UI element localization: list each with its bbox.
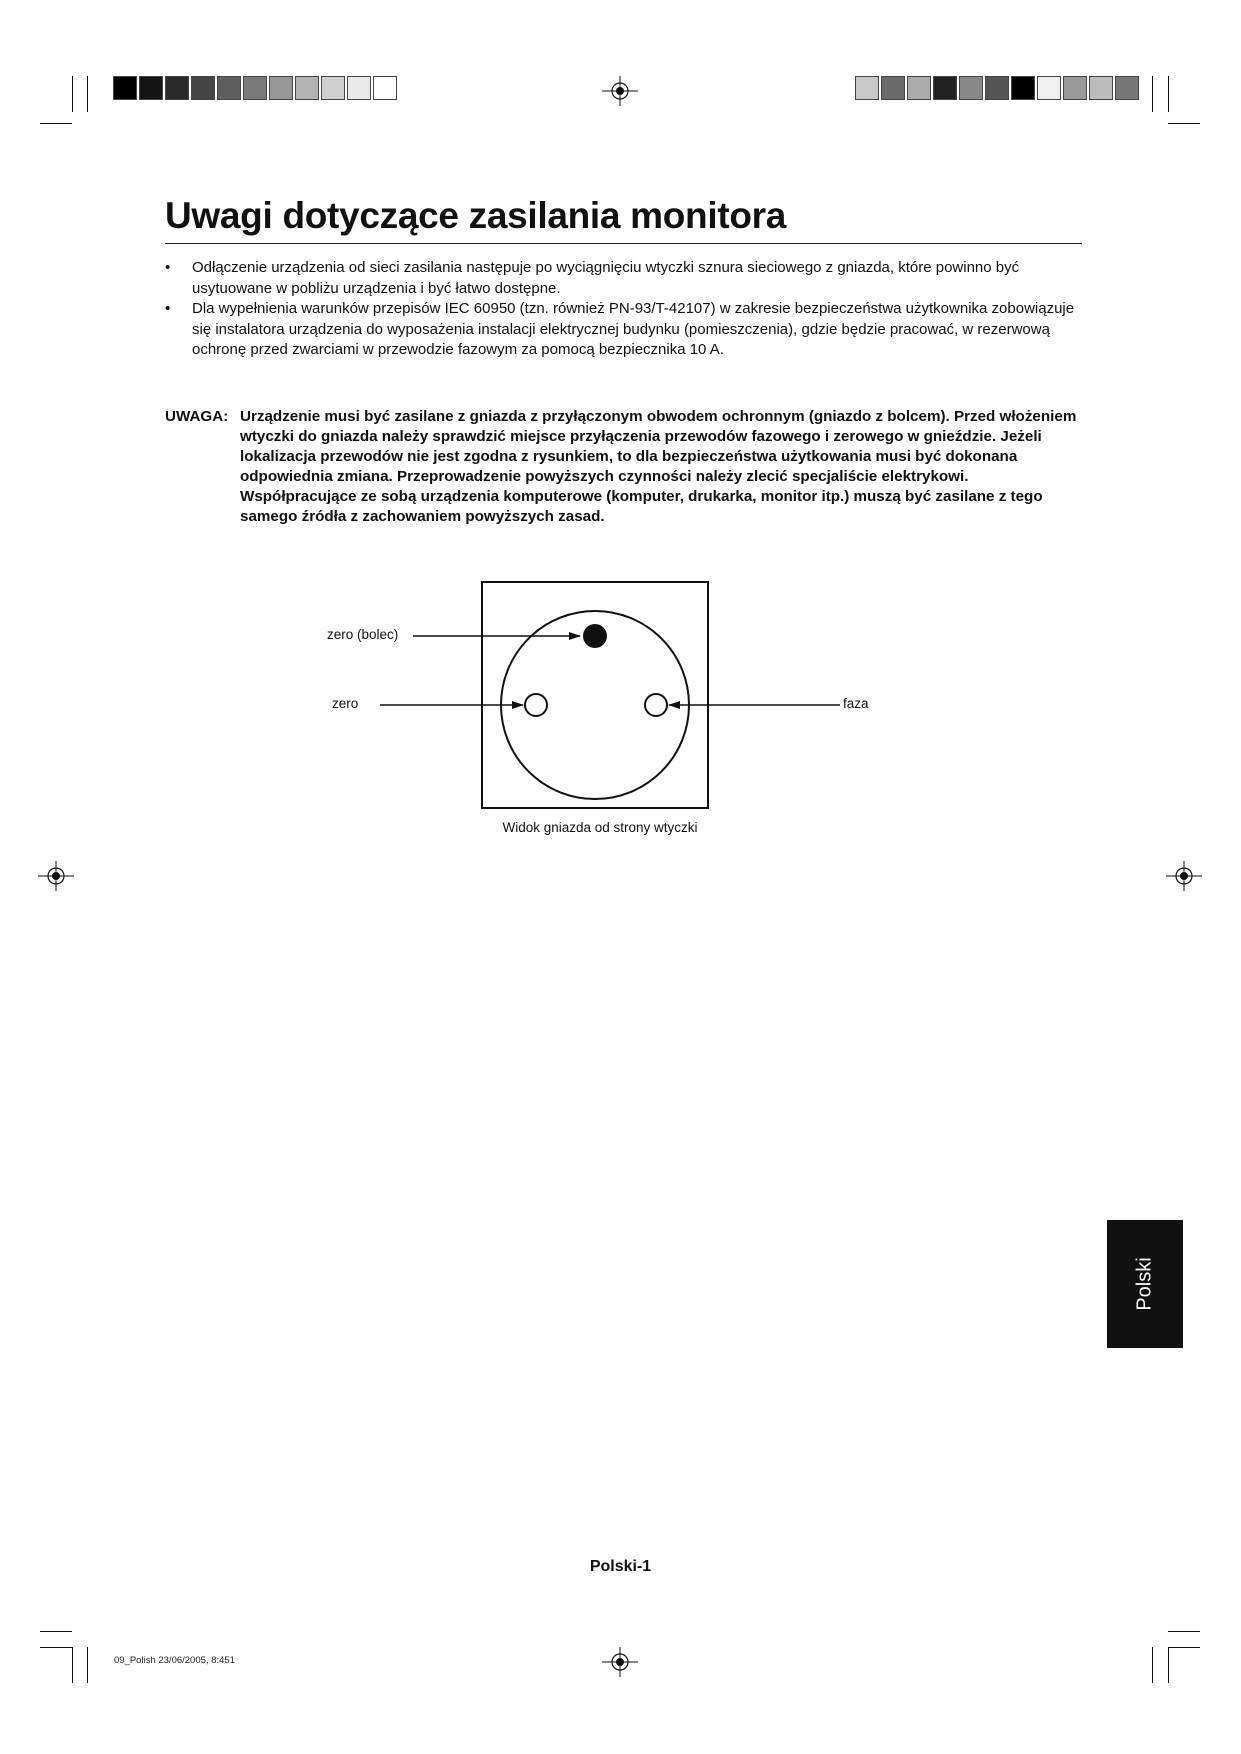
language-tab <box>1107 1220 1183 1348</box>
ground-pin <box>583 624 607 648</box>
crop-mark <box>40 123 72 124</box>
label-zero-bolec: zero (bolec) <box>327 627 399 642</box>
title-divider <box>165 243 1082 244</box>
crop-mark <box>72 1647 73 1683</box>
bullet-text: Dla wypełnienia warunków przepisów IEC 60950 (tzn. również PN-93/T-42107) w zakresie bezpieczeństwa użytkownika zobowiązuje się instalatora urządzenia do wyposażenia instalacji elektrycznej budynku (pomieszczenia), gdzie będzie pracować, w rezerwową ochronę przed zwarciami w przewodzie fazowym za pomocą bezpiecznika 10 A. <box>192 300 1075 358</box>
color-bar-right <box>855 76 1141 100</box>
registration-target-icon <box>602 76 638 106</box>
label-zero: zero <box>332 696 359 711</box>
list-item <box>165 258 1085 299</box>
bullet-list <box>165 258 1085 361</box>
warning-text: Urządzenie musi być zasilane z gniazda z przyłączonym obwodem ochronnym (gniazdo z bolcem). Przed włożeniem wtyczki do gniazda należy sprawdzić miejsce przyłączenia przewodów fazowego i zerowego w gnieździe. Jeżeli lokalizacja przewodów nie jest zgodna z rysunkiem, to dla bezpieczeństwa użytkowania musi być dokonana odpowiednia zmiana. Przeprowadzenie powyższych czynności należy zlecić specjaliście elektrykowi. Współpracujące ze sobą urządzenia komputerowe (komputer, drukarka, monitor itp.) muszą być zasilane z tego samego źródła z zachowaniem powyższych zasad. <box>240 408 1077 525</box>
page-title: Uwagi dotyczące zasilania monitora <box>165 195 787 236</box>
crop-mark <box>1152 1647 1153 1683</box>
crop-mark <box>40 1631 72 1632</box>
page-number: Polski-1 <box>589 1558 652 1575</box>
registration-target-icon <box>38 861 74 891</box>
crop-mark <box>1152 76 1153 112</box>
bullet-text: Odłączenie urządzenia od sieci zasilania następuje po wyciągnięciu wtyczki sznura sieciowego z gniazda, które powinno być usytuowane w pobliżu urządzenia i być łatwo dostępne. <box>192 259 1020 297</box>
crop-mark <box>1168 76 1169 112</box>
crop-mark <box>87 1647 88 1683</box>
list-item <box>165 299 1085 361</box>
bullet-marker: • <box>165 259 171 276</box>
crop-mark <box>1168 1631 1200 1632</box>
diagram-caption: Widok gniazda od strony wtyczki <box>502 820 698 835</box>
zero-hole <box>525 694 547 716</box>
warning-label: UWAGA: <box>165 408 229 425</box>
label-faza: faza <box>843 696 869 711</box>
crop-mark <box>1168 123 1200 124</box>
color-bar-left <box>113 76 399 100</box>
bullet-marker: • <box>165 300 171 317</box>
socket-frame <box>482 582 708 808</box>
phase-hole <box>645 694 667 716</box>
socket-diagram <box>300 580 900 850</box>
registration-target-icon <box>602 1647 638 1677</box>
warning-note <box>165 407 1085 527</box>
registration-target-icon <box>1166 861 1202 891</box>
crop-mark <box>72 76 73 112</box>
socket-drawing <box>300 580 900 850</box>
crop-mark <box>40 1647 72 1648</box>
crop-mark <box>1168 1647 1200 1648</box>
crop-mark <box>87 76 88 112</box>
language-tab-label: Polski <box>1133 1257 1156 1311</box>
print-slug: 09_Polish 23/06/2005, 8:451 <box>114 1655 235 1666</box>
crop-mark <box>1168 1647 1169 1683</box>
